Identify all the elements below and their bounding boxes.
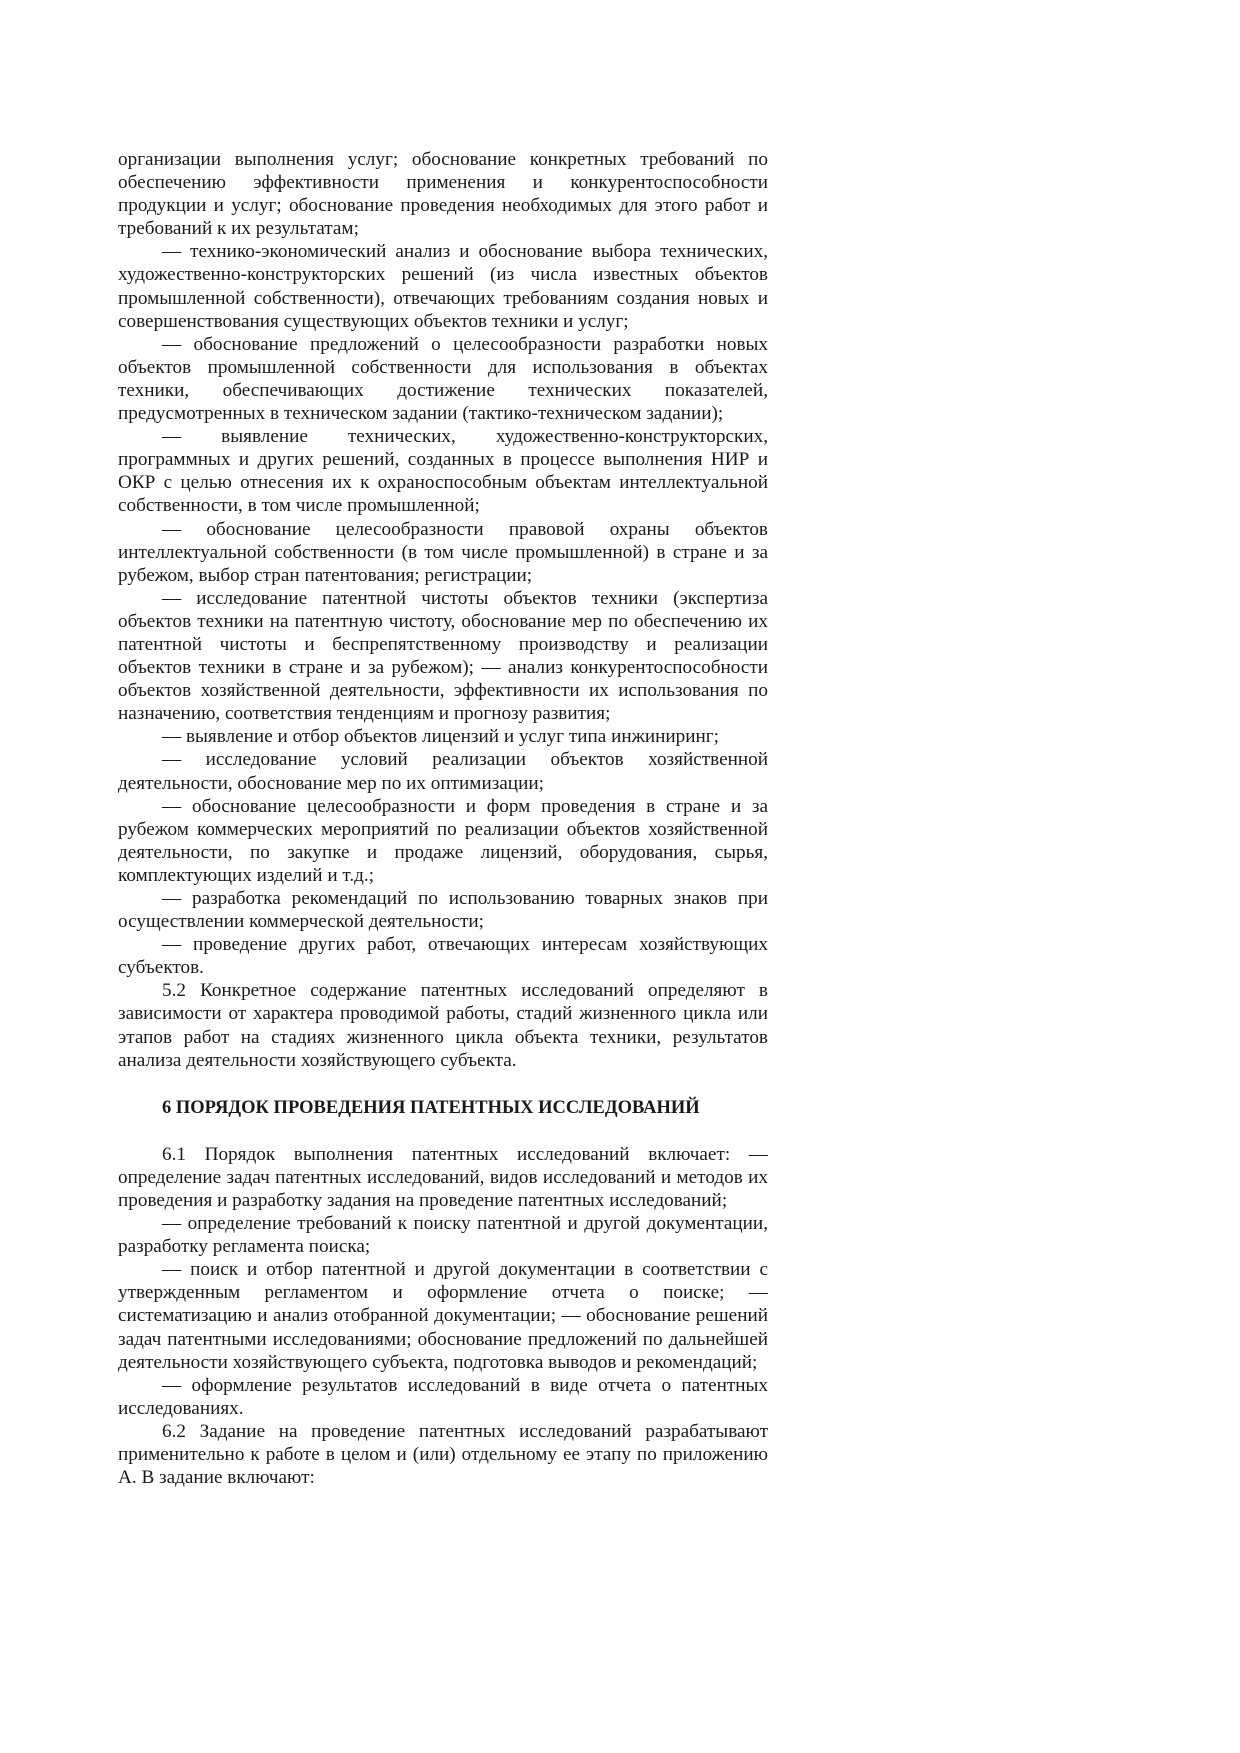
section-6-heading: 6 ПОРЯДОК ПРОВЕДЕНИЯ ПАТЕНТНЫХ ИССЛЕДОВАНИЙ bbox=[162, 1097, 700, 1118]
list-item: — исследование патентной чистоты объектов техники (экспертиза объектов техники на патентную чистоту, обоснование мер по обеспечению их патентной чистоты и беспрепятственному производству и реализации объектов техники в стране и за рубежом); — анализ конкурентоспособности объектов хозяйственной деятельности, эффективности их использования по назначению, соответствия тенденциям и прогнозу развития; bbox=[118, 587, 768, 725]
clause-6-2: 6.2 Задание на проведение патентных исследований разрабатывают применительно к работе в целом и (или) отдельному ее этапу по приложению А. В задание включают: bbox=[118, 1420, 768, 1489]
clause-6-1: 6.1 Порядок выполнения патентных исследований включает: — определение задач патентных исследований, видов исследований и методов их проведения и разработку задания на проведение патентных исследований; bbox=[118, 1143, 768, 1211]
list-item: — проведение других работ, отвечающих интересам хозяйствующих субъектов. bbox=[118, 934, 768, 979]
list-item: — выявление технических, художественно-конструкторских, программных и других решений, созданных в процессе выполнения НИР и ОКР с целью отнесения их к охраноспособным объектам интеллектуальной собственности, в том числе промышленной; bbox=[118, 426, 768, 517]
list-item: — определение требований к поиску патентной и другой документации, разработку регламента поиска; bbox=[118, 1213, 768, 1258]
list-item: — поиск и отбор патентной и другой документации в соответствии с утвержденным регламентом и оформление отчета о поиске; — систематизацию и анализ отобранной документации; — обоснование решений задач патентными исследованиями; обоснование предложений по дальнейшей деятельности хозяйствующего субъекта, подготовка выводов и рекомендаций; bbox=[118, 1259, 768, 1373]
list-item: — оформление результатов исследований в виде отчета о патентных исследованиях. bbox=[118, 1374, 768, 1419]
list-item: — обоснование целесообразности правовой охраны объектов интеллектуальной собственности (в том числе промышленной) в стране и за рубежом, выбор стран патентования; регистрации; bbox=[118, 518, 768, 586]
list-item: — разработка рекомендаций по использованию товарных знаков при осуществлении коммерческой деятельности; bbox=[118, 888, 768, 933]
list-item: — исследование условий реализации объектов хозяйственной деятельности, обоснование мер по их оптимизации; bbox=[118, 749, 768, 794]
list-item: — обоснование предложений о целесообразности разработки новых объектов промышленной собственности для использования в объектах техники, обеспечивающих достижение технических показателей, предусмотренных в техническом задании (тактико-техническом задании); bbox=[118, 333, 768, 425]
clause-5-2: 5.2 Конкретное содержание патентных исследований определяют в зависимости от характера проводимой работы, стадий жизненного цикла или этапов работ на стадиях жизненного цикла объекта техники, результатов анализа деятельности хозяйствующего субъекта. bbox=[118, 980, 768, 1071]
list-item: — выявление и отбор объектов лицензий и услуг типа инжиниринг; bbox=[162, 726, 719, 748]
list-item: — технико-экономический анализ и обоснование выбора технических, художественно-конструкторских решений (из числа известных объектов промышленной собственности), отвечающих требованиям создания новых и совершенствования существующих объектов техники и услуг; bbox=[118, 241, 768, 332]
list-item: — обоснование целесообразности и форм проведения в стране и за рубежом коммерческих мероприятий по реализации объектов хозяйственной деятельности, по закупке и продаже лицензий, оборудования, сырья, комплектующих изделий и т.д.; bbox=[118, 795, 768, 886]
document-page bbox=[118, 148, 768, 1489]
paragraph-continuation: организации выполнения услуг; обоснование конкретных требований по обеспечению эффективности применения и конкурентоспособности продукции и услуг; обоснование проведения необходимых для этого работ и требований к их результатам; bbox=[118, 149, 768, 240]
